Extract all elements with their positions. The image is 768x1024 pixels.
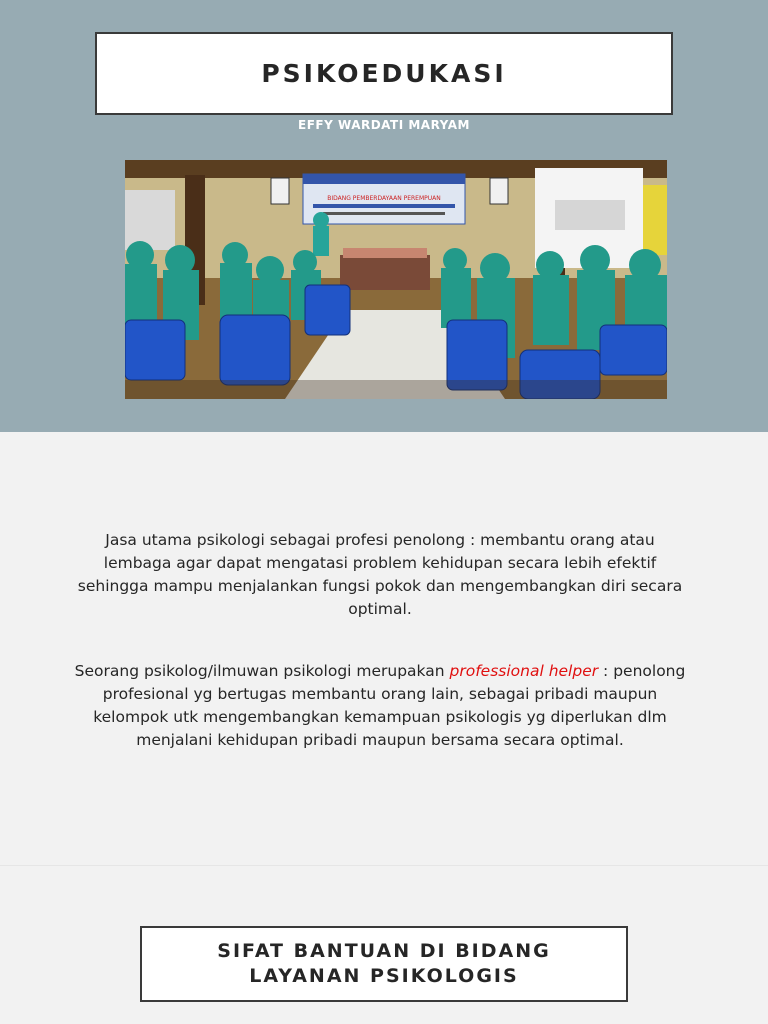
title-slide — [0, 0, 768, 432]
section-title-line1: SIFAT BANTUAN DI BIDANG — [217, 940, 551, 962]
section-slide — [0, 866, 768, 1024]
paragraph-main-service: Jasa utama psikologi sebagai profesi penolong : membantu orang atau lembaga agar dapat mengatasi problem kehidupan secara lebih efektif sehingga mampu menjalankan fungsi pokok dan mengembangkan diri secara optimal. — [77, 531, 683, 618]
author-name: EFFY WARDATI MARYAM — [298, 118, 470, 132]
section-title-line2: LAYANAN PSIKOLOGIS — [249, 965, 519, 987]
paragraph-pre-text: Seorang psikolog/ilmuwan psikologi merupakan — [74, 662, 450, 680]
paragraph-professional-helper — [70, 660, 690, 752]
emphasis-professional-helper: professional helper — [449, 662, 599, 680]
section-title-box — [140, 926, 628, 1002]
paragraph-post-text: : penolong profesional yg bertugas membantu orang lain, sebagai pribadi maupun kelompok utk mengembangkan kemampuan psikologis yg diperlukan dlm menjalani kehidupan pribadi maupun bersama secara optimal. — [93, 662, 686, 749]
slide-title: PSIKOEDUKASI — [261, 59, 507, 88]
event-photo — [125, 160, 667, 399]
title-box — [95, 32, 673, 115]
banner-text: BIDANG PEMBERDAYAAN PEREMPUAN — [327, 195, 441, 202]
content-slide — [0, 432, 768, 866]
